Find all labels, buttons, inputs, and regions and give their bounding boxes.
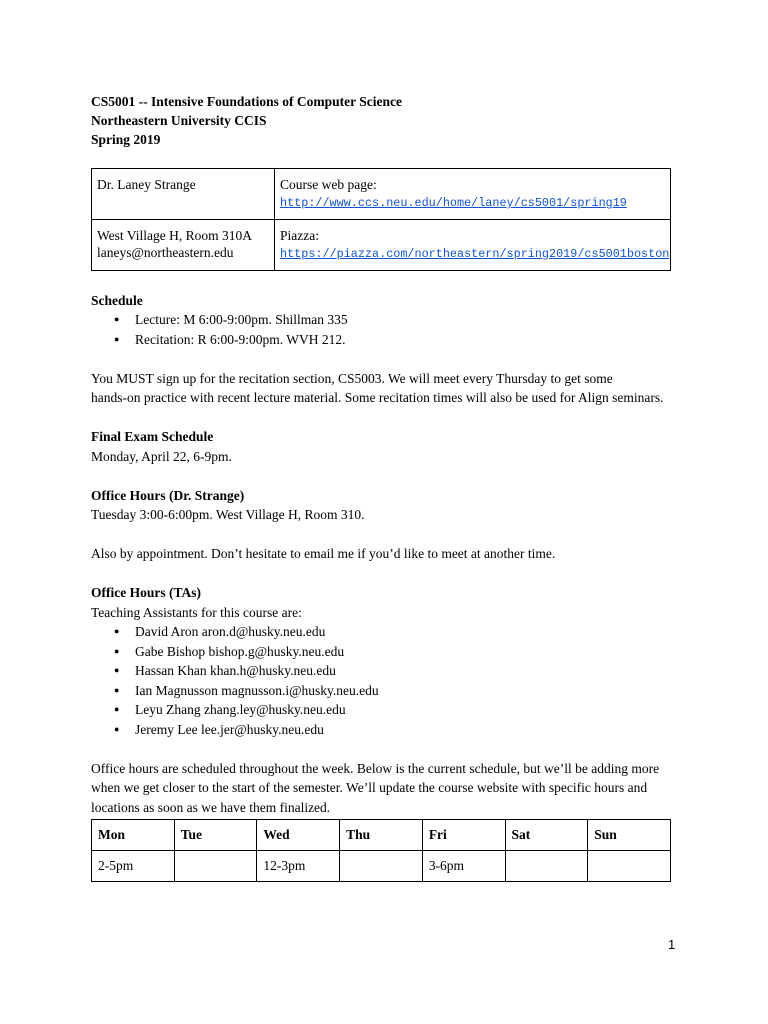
ta-schedule-note [91,759,681,818]
day-header: Sun [588,820,671,851]
webpage-label: Course web page: [280,177,377,192]
recitation-note [91,369,681,408]
page-number: 1 [668,937,676,952]
instructor-name: Dr. Laney Strange [97,177,196,192]
document-page [91,92,681,882]
hours-cell: 12-3pm [257,851,340,882]
appointment-note: Also by appointment. Don’t hesitate to email me if you’d like to meet at another time. [91,546,556,561]
piazza-cell [275,220,671,271]
webpage-link[interactable]: http://www.ccs.neu.edu/home/laney/cs5001/spring19 [280,196,627,210]
list-item: ● Lecture: M 6:00-9:00pm. Shillman 335 [135,310,681,330]
hours-cell: 3-6pm [422,851,505,882]
day-header: Fri [422,820,505,851]
final-exam-title: Final Exam Schedule [91,429,214,444]
day-header: Tue [174,820,257,851]
list-item: ● Leyu Zhang zhang.ley@husky.neu.edu [135,700,681,720]
hours-cell [340,851,423,882]
list-item: ● Recitation: R 6:00-9:00pm. WVH 212. [135,330,681,350]
semester: Spring 2019 [91,132,161,147]
day-header: Sat [505,820,588,851]
hours-cell: 2-5pm [92,851,175,882]
tas-intro: Teaching Assistants for this course are: [91,604,302,620]
list-item: ● David Aron aron.d@husky.neu.edu [135,622,681,642]
office-hours-instructor-title: Office Hours (Dr. Strange) [91,487,245,503]
ta-schedule-note-line: locations as soon as we have them finalized. [91,799,331,815]
course-title: CS5001 -- Intensive Foundations of Computer Science [91,94,403,109]
webpage-cell [275,169,671,220]
office-hours-tas-title: Office Hours (TAs) [91,585,201,600]
instructor-email: laneys@northeastern.edu [97,245,234,260]
table-row [92,851,671,882]
hours-cell [174,851,257,882]
ta-schedule-note-line: Office hours are scheduled throughout the week. Below is the current schedule, but we’ll be adding more [91,760,660,776]
office-hours-instructor-text: Tuesday 3:00-6:00pm. West Village H, Room 310. [91,507,365,522]
schedule-title: Schedule [91,292,143,308]
list-item: ● Hassan Khan khan.h@husky.neu.edu [135,661,681,681]
list-item: ● Jeremy Lee lee.jer@husky.neu.edu [135,720,681,740]
course-info-table [91,168,671,271]
day-header: Thu [340,820,423,851]
piazza-label: Piazza: [280,228,319,243]
hours-cell [588,851,671,882]
final-exam-date: Monday, April 22, 6-9pm. [91,448,232,464]
day-header: Mon [92,820,175,851]
recitation-note-line: You MUST sign up for the recitation section, CS5003. We will meet every Thursday to get some [91,370,613,386]
ta-hours-table [91,819,671,882]
ta-schedule-note-line: when we get closer to the start of the semester. We’ll update the course website with specific hours and [91,780,648,795]
info-row-2 [92,220,671,271]
office-location: West Village H, Room 310A [97,228,252,243]
contact-cell [92,220,275,271]
instructor-cell [92,169,275,220]
info-row-1 [92,169,671,220]
list-item: ● Gabe Bishop bishop.g@husky.neu.edu [135,642,681,662]
recitation-note-line: hands-on practice with recent lecture material. Some recitation times will also be used for Align seminars. [91,390,664,405]
ta-list [91,622,681,739]
table-row [92,820,671,851]
day-header: Wed [257,820,340,851]
schedule-list [91,310,681,349]
list-item: ● Ian Magnusson magnusson.i@husky.neu.edu [135,681,681,701]
hours-cell [505,851,588,882]
university-name: Northeastern University CCIS [91,113,267,128]
piazza-link[interactable]: https://piazza.com/northeastern/spring2019/cs5001boston [280,247,670,261]
